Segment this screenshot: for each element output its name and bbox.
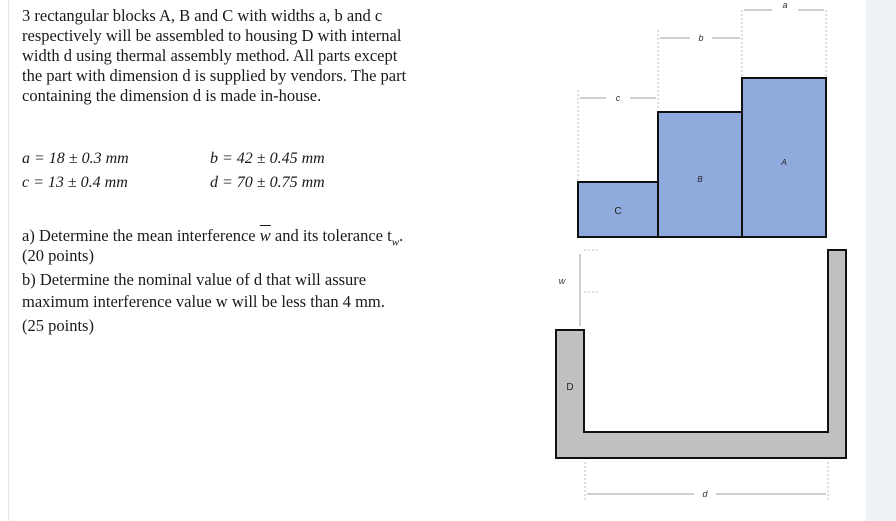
intro-line-3: width d using thermal assembly method. All parts except <box>22 46 398 65</box>
block-b-label: B <box>697 175 703 184</box>
dimension-w <box>559 250 600 326</box>
dimension-a <box>742 0 826 76</box>
intro-line-1: 3 rectangular blocks A, B and C with widths a, b and c <box>22 6 383 25</box>
equation-d: d = 70 ± 0.75 mm <box>210 174 325 191</box>
dim-label-d: d <box>702 489 708 499</box>
equation-b: b = 42 ± 0.45 mm <box>210 150 325 167</box>
dimension-d <box>585 462 828 500</box>
mean-interference-symbol: $\overline{w}$ <box>259 226 271 245</box>
question-a-text-2: and its tolerance t <box>270 226 392 245</box>
block-a-label: A <box>781 158 787 167</box>
intro-line-5: containing the dimension d is made in-house. <box>22 86 322 105</box>
dim-label-c: c <box>615 93 621 103</box>
dim-label-b: b <box>698 33 704 43</box>
dimension-b <box>658 30 742 110</box>
tolerance-subscript: w <box>391 236 400 249</box>
question-a-period: . <box>399 226 404 245</box>
dim-label-w: w <box>558 276 566 286</box>
equation-a: a = 18 ± 0.3 mm <box>22 150 129 167</box>
block-c-label: C <box>614 206 622 217</box>
intro-line-4: the part with dimension d is supplied by vendors. The part <box>22 66 407 85</box>
housing-d <box>556 250 846 458</box>
dim-label-a: a <box>782 0 788 10</box>
question-a-points: (20 points) <box>22 246 94 265</box>
question-b-line-1: b) Determine the nominal value of d that will assure <box>22 270 367 289</box>
equation-c: c = 13 ± 0.4 mm <box>22 174 128 191</box>
intro-line-2: respectively will be assembled to housing D with internal <box>22 26 402 45</box>
question-b-points: (25 points) <box>22 316 94 335</box>
housing-label: D <box>566 382 574 393</box>
question-a-text: a) Determine the mean interference <box>22 226 260 245</box>
dimension-c <box>578 90 656 180</box>
question-b-line-2: maximum interference value w will be less than 4 mm. <box>22 292 385 311</box>
